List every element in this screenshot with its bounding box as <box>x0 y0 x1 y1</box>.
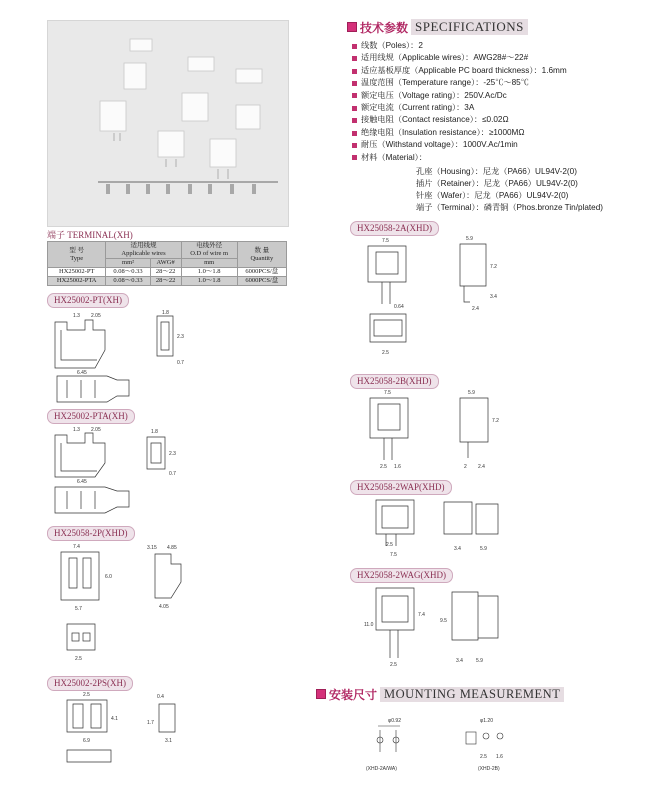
spec-text: 额定电流（Current rating）：3A <box>361 103 475 113</box>
material-row: 端子（Terminal）：磷青铜（Phos.bronze Tin/plated) <box>416 203 604 212</box>
bullet-icon <box>352 93 357 98</box>
dim-text: 2 <box>464 464 467 470</box>
spec-row <box>352 52 567 64</box>
dim-text: 1.8 <box>151 429 158 435</box>
dim-text: 0.7 <box>177 360 184 366</box>
bullet-icon <box>352 131 357 136</box>
dim-text: 6.9 <box>83 738 90 744</box>
th-model: 型 号 Type <box>48 242 106 268</box>
specifications-header <box>347 19 528 35</box>
mount-title-en: MOUNTING MEASUREMENT <box>380 687 564 702</box>
spec-title-en: SPECIFICATIONS <box>411 19 528 35</box>
spec-text: 额定电压（Voltage rating）：250V.Ac/Dc <box>361 90 507 100</box>
drawing-2p <box>47 542 217 674</box>
dim-text: φ1.20 <box>480 718 493 724</box>
dim-text: 6.45 <box>77 370 87 376</box>
dim-text: 3.15 <box>147 545 157 551</box>
dim-text: 2.5 <box>386 542 393 548</box>
dim-text: 4.1 <box>111 716 118 722</box>
spec-row <box>352 77 567 89</box>
dim-text: 6.45 <box>77 479 87 485</box>
photo-caption: 端子 TERMINAL(XH) <box>47 230 133 240</box>
terminal-table <box>47 241 287 286</box>
dim-text: 2.5 <box>75 656 82 662</box>
spec-row <box>352 114 567 126</box>
drawing-2wap <box>352 494 522 564</box>
spec-text: 耐压（Withstand voltage）：1000V.Ac/1min <box>361 140 518 150</box>
drawing-pta <box>47 425 207 520</box>
dim-text: 3.1 <box>165 738 172 744</box>
bullet-icon <box>352 44 357 49</box>
bullet-icon <box>352 56 357 61</box>
drawing-2a <box>352 236 522 366</box>
dim-text: 2.3 <box>169 451 176 457</box>
dim-text: 6.0 <box>105 574 112 580</box>
dim-text: 2.3 <box>177 334 184 340</box>
spec-text: 适用线规（Applicable wires）：AWG28#～22# <box>361 53 529 63</box>
bullet-icon <box>352 118 357 123</box>
dim-text: 5.9 <box>480 546 487 552</box>
table-row <box>48 277 287 286</box>
spec-row <box>352 127 567 139</box>
dim-text: 2.5 <box>380 464 387 470</box>
cell-model: HX25002-PTA <box>48 277 106 286</box>
bullet-icon <box>352 155 357 160</box>
mount-title-cn: 安装尺寸 <box>329 687 378 702</box>
spec-title-cn: 技术参数 <box>360 20 409 35</box>
dim-text: 3.4 <box>456 658 463 664</box>
mount-caption-b: (XHD-2B) <box>478 766 500 772</box>
bullet-icon <box>352 106 357 111</box>
spec-text: 接触电阻（Contact resistance）：≤0.02Ω <box>361 115 509 125</box>
dim-text: 2.5 <box>390 662 397 668</box>
drawing-2ps <box>47 690 217 782</box>
dim-text: 2.05 <box>91 427 101 433</box>
dim-text: 1.3 <box>73 427 80 433</box>
dim-text: 2.5 <box>83 692 90 698</box>
cell-awg: 28～22 <box>150 277 181 286</box>
mount-caption-a: (XHD-2A/WA) <box>366 766 397 772</box>
cell-qty: 6000PCS/盘 <box>237 268 286 277</box>
dim-text: 1.6 <box>496 754 503 760</box>
dim-text: φ0.92 <box>388 718 401 724</box>
dim-text: 4.05 <box>159 604 169 610</box>
wafer-part <box>130 39 152 51</box>
dim-text: 7.4 <box>418 612 425 618</box>
section-label-2wag: HX25058-2WAG(XHD) <box>350 568 453 583</box>
spec-text: 材料（Material）： <box>361 152 427 162</box>
dim-text: 1.7 <box>147 720 154 726</box>
dim-text: 1.3 <box>73 313 80 319</box>
photo-illustration <box>48 21 288 226</box>
square-bullet-icon <box>316 689 326 699</box>
spec-row <box>352 152 567 164</box>
dim-text: 4.85 <box>167 545 177 551</box>
section-label-pta: HX25002-PTA(XH) <box>47 409 135 424</box>
spec-text: 温度范围（Temperature range）：-25℃～85℃ <box>361 78 529 88</box>
mounting-header <box>316 686 564 702</box>
dim-text: 2.4 <box>478 464 485 470</box>
dim-text: 3.4 <box>454 546 461 552</box>
dim-text: 5.9 <box>468 390 475 396</box>
th-wire-awg: AWG# <box>150 259 181 268</box>
th-od: 电线外径 O.D of wire m <box>181 242 237 259</box>
dim-text: 7.2 <box>490 264 497 270</box>
square-bullet-icon <box>347 22 357 32</box>
dim-text: 1.6 <box>394 464 401 470</box>
cell-od: 1.0～1.8 <box>181 277 237 286</box>
dim-text: 7.4 <box>73 544 80 550</box>
dim-text: 5.9 <box>466 236 473 242</box>
dim-text: 5.9 <box>476 658 483 664</box>
spec-row <box>352 139 567 151</box>
th-od-unit: mm <box>181 259 237 268</box>
spec-text: 适应基板厚度（Applicable PC board thickness）：1.6mm <box>361 65 567 75</box>
product-photo <box>47 20 289 227</box>
dim-text: 5.7 <box>75 606 82 612</box>
th-wire-mm: mm² <box>106 259 150 268</box>
section-label-2wap: HX25058-2WAP(XHD) <box>350 480 452 495</box>
material-row: 孔座（Housing）：尼龙（PA66）UL94V-2(0) <box>416 167 577 176</box>
bullet-icon <box>352 81 357 86</box>
dim-text: 2.4 <box>472 306 479 312</box>
cell-mm: 0.08～0.33 <box>106 277 150 286</box>
cell-od: 1.0～1.8 <box>181 268 237 277</box>
material-row: 针座（Wafer）：尼龙（PA66）UL94V-2(0) <box>416 191 569 200</box>
dim-text: 7.2 <box>492 418 499 424</box>
dim-text: 2.5 <box>382 350 389 356</box>
cell-model: HX25002-PT <box>48 268 106 277</box>
material-list <box>416 166 603 214</box>
spec-row <box>352 102 567 114</box>
spec-row <box>352 40 567 52</box>
bullet-icon <box>352 69 357 74</box>
dim-text: 7.5 <box>384 390 391 396</box>
section-label-2a: HX25058-2A(XHD) <box>350 221 439 236</box>
section-label-2ps: HX25002-2PS(XH) <box>47 676 133 691</box>
spec-list <box>352 40 567 164</box>
dim-text: 2.5 <box>480 754 487 760</box>
th-wire: 适用线规 Applicable wires <box>106 242 181 259</box>
bullet-icon <box>352 143 357 148</box>
dim-text: 2.05 <box>91 313 101 319</box>
material-row: 插片（Retainer）：尼龙（PA66）UL94V-2(0) <box>416 179 578 188</box>
th-qty: 数 量 Quantity <box>237 242 286 268</box>
spec-row <box>352 90 567 102</box>
section-label-2b: HX25058-2B(XHD) <box>350 374 439 389</box>
dim-text: 7.5 <box>382 238 389 244</box>
dim-text: 9.5 <box>440 618 447 624</box>
dim-text: 0.4 <box>157 694 164 700</box>
cell-awg: 28～22 <box>150 268 181 277</box>
section-label-2p: HX25058-2P(XHD) <box>47 526 135 541</box>
spec-text: 线数（Poles）：2 <box>361 41 423 50</box>
cell-qty: 6000PCS/盘 <box>237 277 286 286</box>
dim-text: 1.8 <box>162 310 169 316</box>
drawing-pt <box>47 310 207 410</box>
dim-text: 0.64 <box>394 304 404 310</box>
drawing-2wag <box>352 582 522 674</box>
section-label-pt: HX25002-PT(XH) <box>47 293 129 308</box>
dim-text: 3.4 <box>490 294 497 300</box>
table-row <box>48 268 287 277</box>
dim-text: 7.5 <box>390 552 397 558</box>
drawing-2b <box>352 388 522 474</box>
spec-text: 绝缘电阻（Insulation resistance）：≥1000MΩ <box>361 127 525 137</box>
dim-text: 0.7 <box>169 471 176 477</box>
spec-row <box>352 65 567 77</box>
dim-text: 11.0 <box>364 622 374 628</box>
cell-mm: 0.08～0.33 <box>106 268 150 277</box>
